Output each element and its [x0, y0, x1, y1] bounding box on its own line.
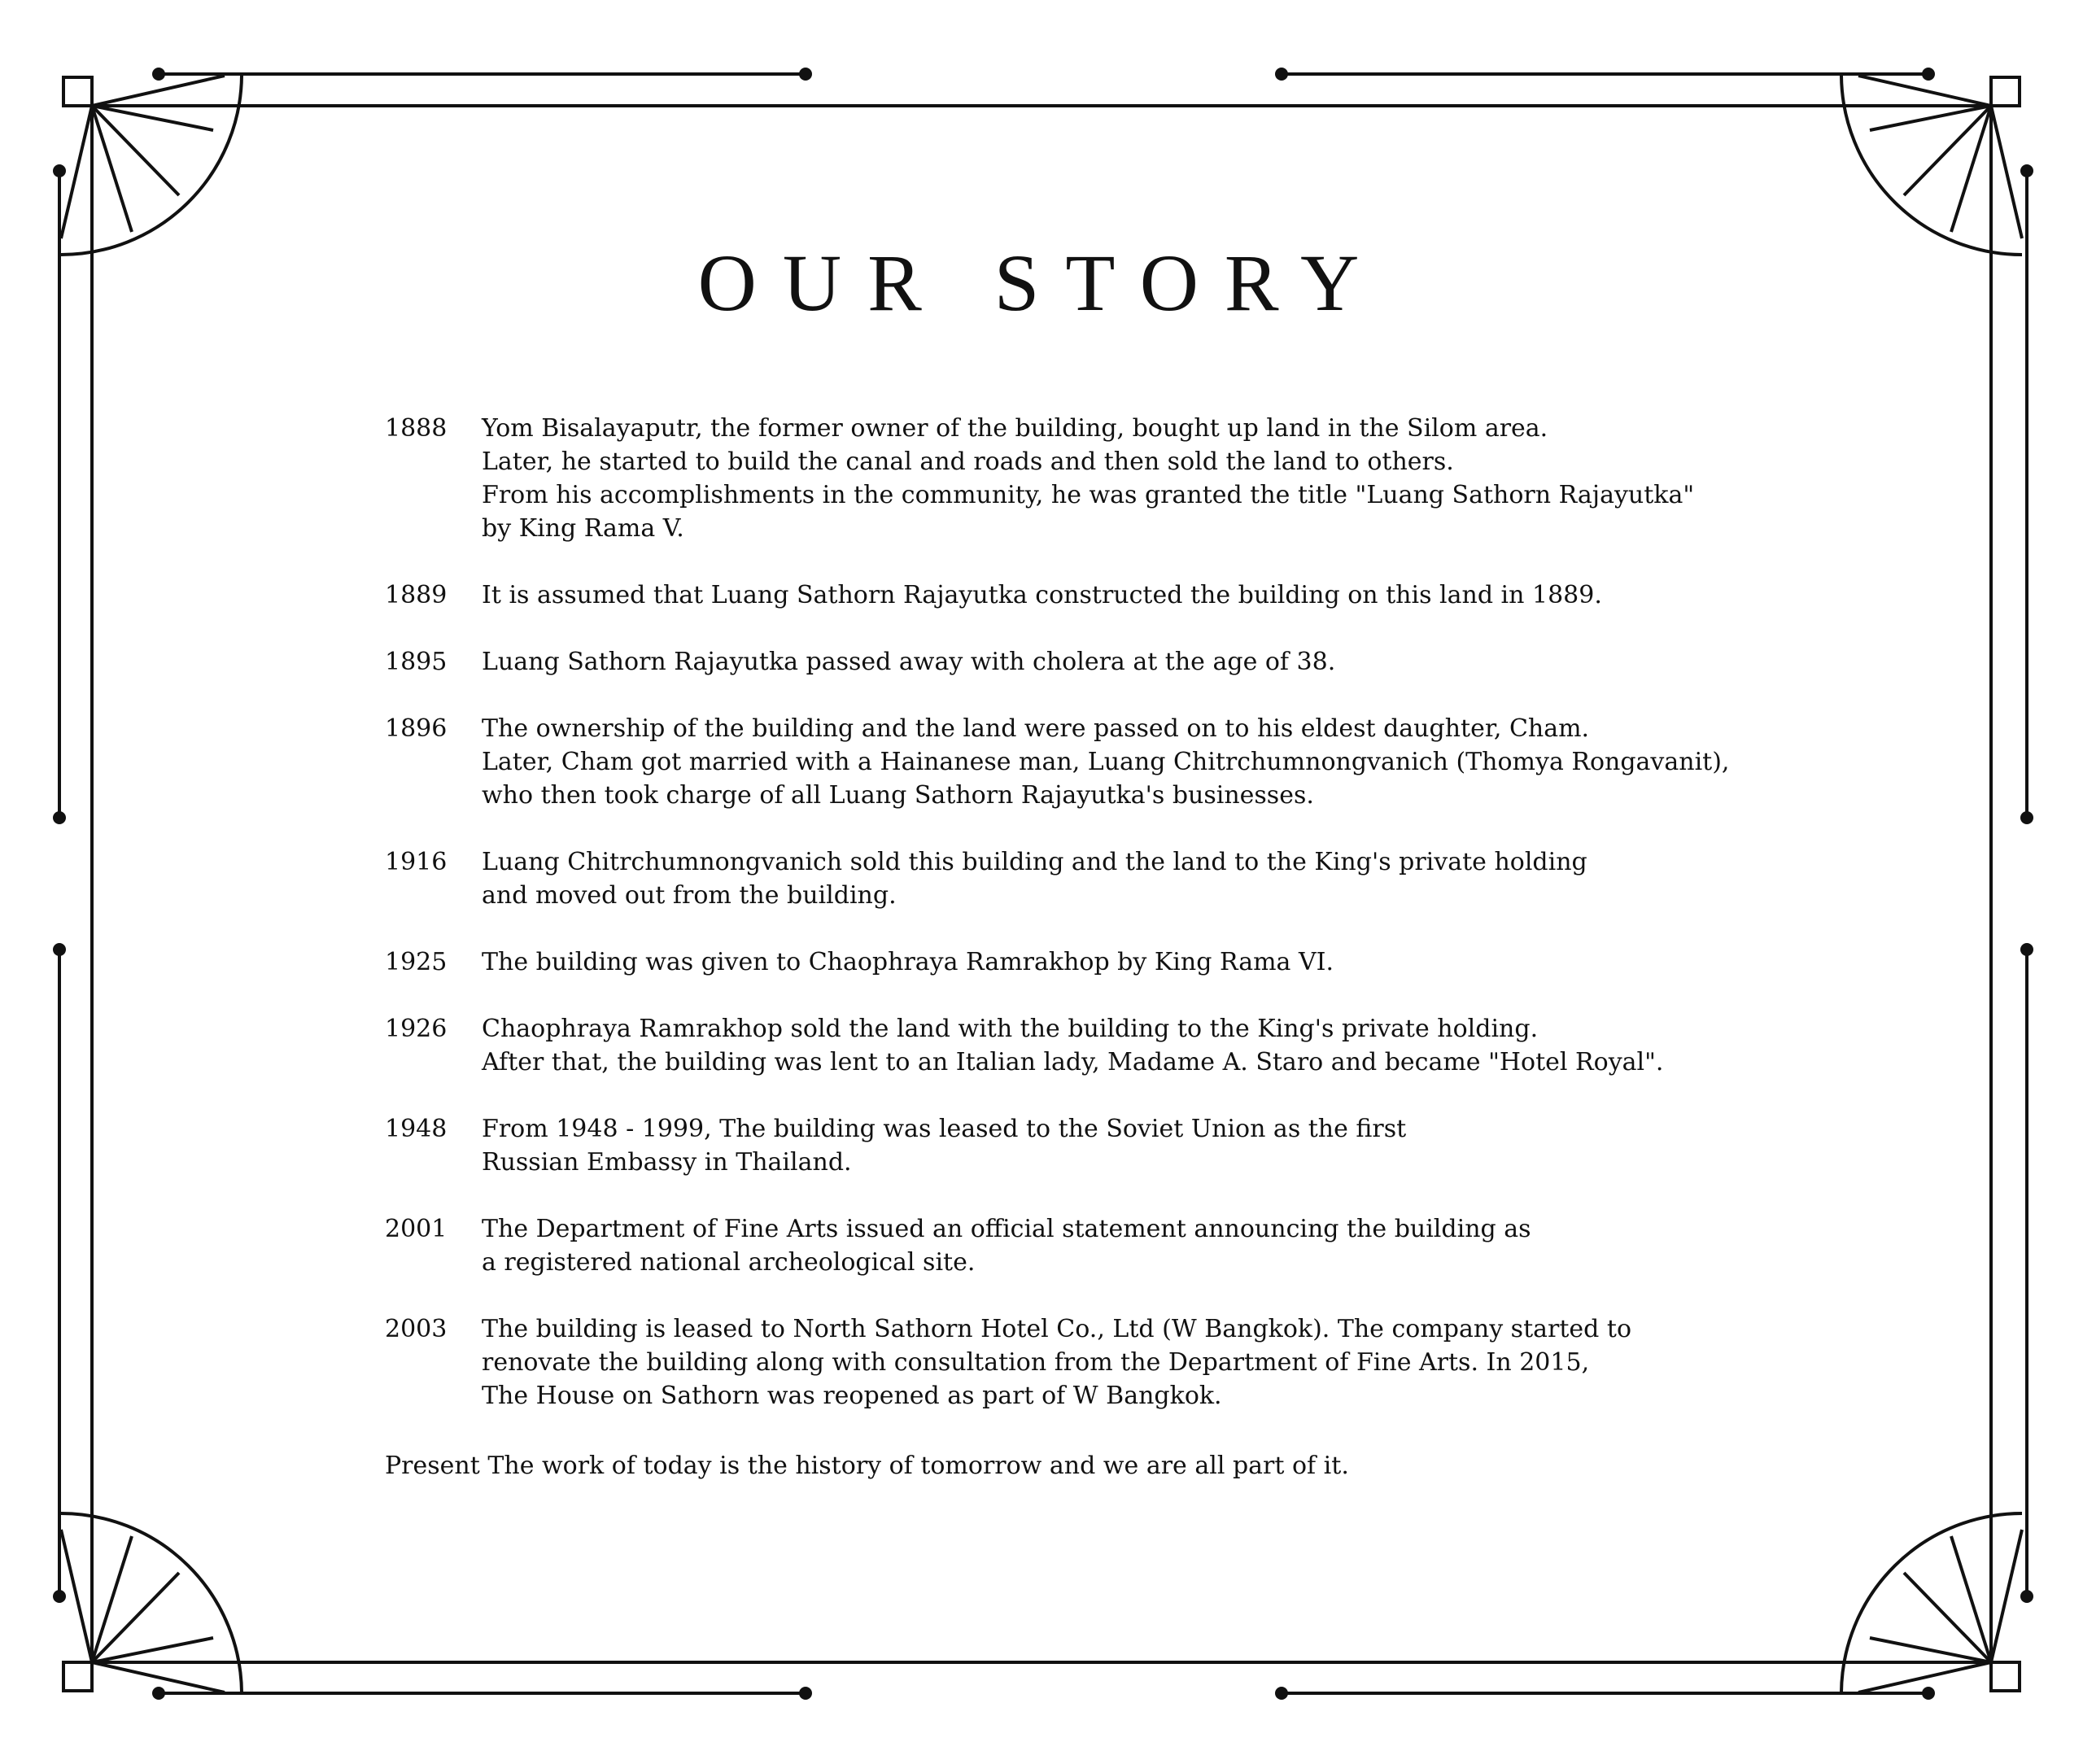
entry-line: Later, he started to build the canal and roads and then sold the land to others.: [482, 448, 1454, 476]
entry-text: [482, 1112, 1736, 1179]
timeline: [385, 412, 1736, 1446]
entry-line: by King Rama V.: [482, 514, 684, 543]
corner-square-bottom-right: [1991, 1662, 2020, 1691]
entry-year: 2001: [385, 1215, 448, 1243]
entry-text: [482, 712, 1736, 812]
entry-line: After that, the building was lent to an Italian lady, Madame A. Staro and became "Hotel Royal".: [482, 1048, 1664, 1076]
entry-text: [482, 1312, 1736, 1413]
entry-line: Luang Sathorn Rajayutka passed away with cholera at the age of 38.: [482, 648, 1336, 676]
page-title: OUR STORY: [697, 238, 1386, 328]
entry-line: Yom Bisalayaputr, the former owner of the building, bought up land in the Silom area.: [482, 414, 1548, 443]
entry-text: [482, 1012, 1736, 1079]
entry-text: [482, 645, 1736, 679]
timeline-entry: [385, 1312, 1736, 1413]
entry-text: [482, 845, 1736, 912]
entry-year: 2003: [385, 1315, 448, 1343]
present-label: Present: [385, 1452, 480, 1480]
corner-square-top-right: [1991, 77, 2020, 106]
entry-year: 1916: [385, 848, 448, 876]
entry-text: [482, 1212, 1736, 1279]
entry-line: It is assumed that Luang Sathorn Rajayutka constructed the building on this land in 1889.: [482, 581, 1602, 609]
timeline-entry: [385, 1012, 1736, 1079]
corner-fan-top-right: [1841, 76, 2022, 255]
corner-fan-bottom-right: [1841, 1513, 2022, 1692]
entry-year: 1895: [385, 648, 448, 676]
entry-line: The ownership of the building and the land were passed on to his eldest daughter, Cham.: [482, 714, 1590, 743]
entry-year: 1948: [385, 1115, 448, 1143]
entry-line: renovate the building along with consultation from the Department of Fine Arts. In 2015,: [482, 1348, 1590, 1377]
entry-line: Russian Embassy in Thailand.: [482, 1148, 852, 1177]
timeline-entry: [385, 1112, 1736, 1179]
timeline-entry: [385, 412, 1736, 545]
corner-fan-top-left: [61, 76, 242, 255]
entry-line: From 1948 - 1999, The building was leased to the Soviet Union as the first: [482, 1115, 1407, 1143]
entry-line: The House on Sathorn was reopened as part of W Bangkok.: [482, 1382, 1222, 1410]
corner-square-bottom-left: [63, 1662, 92, 1691]
present-text: The work of today is the history of tomorrow and we are all part of it.: [487, 1452, 1349, 1480]
timeline-entry: [385, 1212, 1736, 1279]
entry-line: who then took charge of all Luang Sathorn Rajayutka's businesses.: [482, 781, 1314, 810]
entry-text: [482, 945, 1736, 979]
timeline-entry: [385, 845, 1736, 912]
entry-line: The building was given to Chaophraya Ramrakhop by King Rama VI.: [482, 948, 1334, 976]
entry-year: 1888: [385, 414, 448, 443]
corner-square-top-left: [63, 77, 92, 106]
entry-year: 1889: [385, 581, 448, 609]
entry-line: and moved out from the building.: [482, 881, 897, 910]
present-entry: [385, 1449, 1349, 1482]
entry-text: [482, 412, 1736, 545]
entry-line: From his accomplishments in the community, he was granted the title "Luang Sathorn Rajayutka": [482, 481, 1695, 509]
entry-line: a registered national archeological site.: [482, 1248, 976, 1277]
entry-line: The Department of Fine Arts issued an official statement announcing the building as: [482, 1215, 1531, 1243]
entry-year: 1925: [385, 948, 448, 976]
entry-text: [482, 579, 1736, 612]
corner-fan-bottom-left: [61, 1513, 242, 1692]
entry-year: 1926: [385, 1015, 448, 1043]
timeline-entry: [385, 645, 1736, 679]
timeline-entry: [385, 712, 1736, 812]
entry-year: 1896: [385, 714, 448, 743]
entry-line: The building is leased to North Sathorn Hotel Co., Ltd (W Bangkok). The company started to: [482, 1315, 1632, 1343]
timeline-entry: [385, 579, 1736, 612]
entry-line: Later, Cham got married with a Hainanese man, Luang Chitrchumnongvanich (Thomya Rongavanit),: [482, 748, 1730, 776]
entry-line: Chaophraya Ramrakhop sold the land with the building to the King's private holding.: [482, 1015, 1539, 1043]
timeline-entry: [385, 945, 1736, 979]
entry-line: Luang Chitrchumnongvanich sold this building and the land to the King's private holding: [482, 848, 1587, 876]
